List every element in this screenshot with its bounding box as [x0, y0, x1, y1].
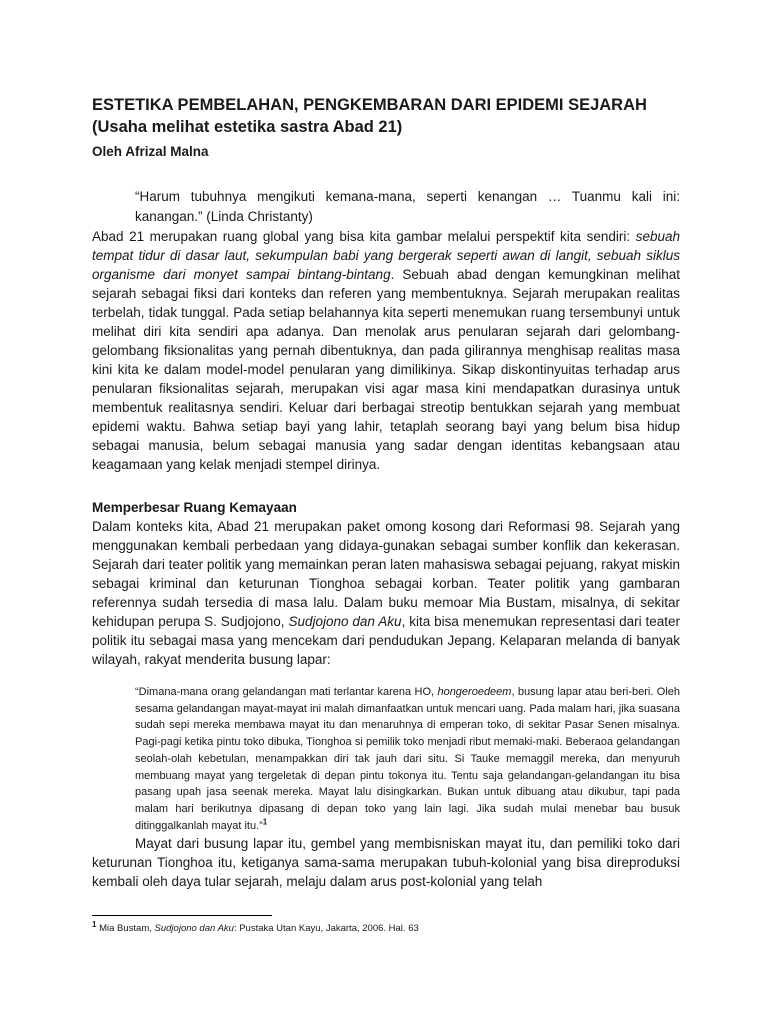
paragraph-2-text-a: Dalam konteks kita, Abad 21 merupakan paket omong kosong dari Reformasi 98. Sejarah yang menggunakan kembali perbedaan yang didaya-gunakan sebagai sumber konflik dan kekerasan. Sejarah dari teater politik yang memainkan peran laten mahasiswa sebagai pejuang, rakyat miskin sebagai kriminal dan keturunan Tionghoa sebagai korban. Teater politik yang gambaran referennya sudah tersedia di masa lalu. Dalam buku memoar Mia Bustam, misalnya, di sekitar kehidupan perupa S. Sudjojono, [92, 519, 680, 629]
footnote-reference[interactable]: 1 [262, 816, 268, 826]
title-line-2: (Usaha melihat estetika sastra Abad 21) [92, 118, 403, 136]
footnote-text-b: : Pustaka Utan Kayu, Jakarta, 2006. Hal. 63 [233, 923, 419, 934]
footnote [92, 919, 419, 936]
document-page [92, 94, 680, 891]
paragraph-2 [92, 517, 680, 669]
author-byline: Oleh Afrizal Malna [92, 144, 209, 159]
quote-text-a: “Dimana-mana orang gelandangan mati terlantar karena HO, [135, 686, 438, 698]
footnote-text-a: Mia Bustam, [96, 923, 155, 934]
footnote-number: 1 [92, 919, 97, 929]
paragraph-1-text-b: . Sebuah abad dengan kemungkinan melihat sejarah sebagai fiksi dari konteks dan referen yang membentuknya. Sejarah merupakan realitas terbelah, tidak tunggal. Pada setiap belahannya kita seperti menemukan ruang tersembunyi untuk melihat diri kita sendiri apa adanya. Dan menolak arus penularan sejarah dari gelombang-gelombang fiksionalitas yang pernah dibentuknya, dan pada gilirannya menghisap realitas masa kini kita ke dalam model-model penularan yang dimilikinya. Sikap diskontinyuitas terhadap arus penularan fiksionalitas sejarah, merupakan visi agar masa kini mendapatkan durasinya untuk membentuk realitasnya sendiri. Keluar dari berbagai streotip bentukkan sejarah yang membuat epidemi waktu. Bahwa setiap bayi yang lahir, tetaplah seorang bayi yang belum bisa hidup sebagai manusia, belum sebagai manusia yang sadar dengan identitas kebangsaan atau keagamaan yang kelak menjadi stempel dirinya. [92, 267, 680, 472]
footnote-divider [92, 915, 272, 916]
title-line-1: ESTETIKA PEMBELAHAN, PENGKEMBARAN DARI EPIDEMI SEJARAH [92, 96, 647, 114]
quote-italic: hongeroedeem [437, 686, 512, 698]
footnote-italic: Sudjojono dan Aku [154, 923, 234, 934]
paragraph-1-text-a: Abad 21 merupakan ruang global yang bisa kita gambar melalui perspektif kita sendiri: [92, 229, 636, 244]
page-title [92, 94, 680, 138]
paragraph-1 [92, 227, 680, 474]
quote-text-b: , busung lapar atau beri-beri. Oleh sesama gelandangan mayat-mayat ini malah dimanfaatkan untuk mencari uang. Pada malam hari, jika suasana sudah sepi mereka membawa mayat itu dan menaruhnya di emperan toko, di sekitar Pasar Senen misalnya. Pagi-pagi ketika pintu toko dibuka, Tionghoa si pemilik toko menjadi ribut memaki-maki. Beberaoa gelandangan seolah-olah kebetulan, menampakkan diri tak jauh dari situ. Si Tauke memaggil mereka, dan menyuruh membuang mayat yang tergeletak di depan pintu tokonya itu. Tentu saja gelandangan-gelandangan itu bisa pasang upah jasa seenak mereka. Mayat lalu disingkarkan. Bukan untuk dibuang atau dikubur, tapi pada malam hari berikutnya dipasang di depan toko yang lain lagi. Jika sudah mulai menebar bau busuk ditinggalkanlah mayat itu.” [135, 686, 680, 832]
paragraph-1-italic: sebuah tempat tidur di dasar laut, sekumpulan babi yang bergerak seperti awan di langit, sebuah siklus organisme dari monyet sampai bintang-bintang [92, 229, 680, 282]
block-quote [135, 684, 680, 834]
paragraph-2-text-b: , kita bisa menemukan representasi dari teater politik itu sebagai masa yang mencekam dari pendudukan Jepang. Kelaparan melanda di banyak wilayah, rakyat menderita busung lapar: [92, 614, 681, 667]
section-heading: Memperbesar Ruang Kemayaan [92, 500, 297, 515]
paragraph-2-italic: Sudjojono dan Aku [288, 614, 402, 629]
paragraph-3: Mayat dari busung lapar itu, gembel yang membisniskan mayat itu, dan pemiliki toko dari keturunan Tionghoa itu, ketiganya sama-sama merupakan tubuh-kolonial yang bisa direproduksi kembali oleh daya tular sejarah, melaju dalam arus post-kolonial yang telah [92, 836, 680, 890]
epigraph: “Harum tubuhnya mengikuti kemana-mana, seperti kenangan … Tuanmu kali ini: kanangan.” (Linda Christanty) [135, 189, 680, 224]
